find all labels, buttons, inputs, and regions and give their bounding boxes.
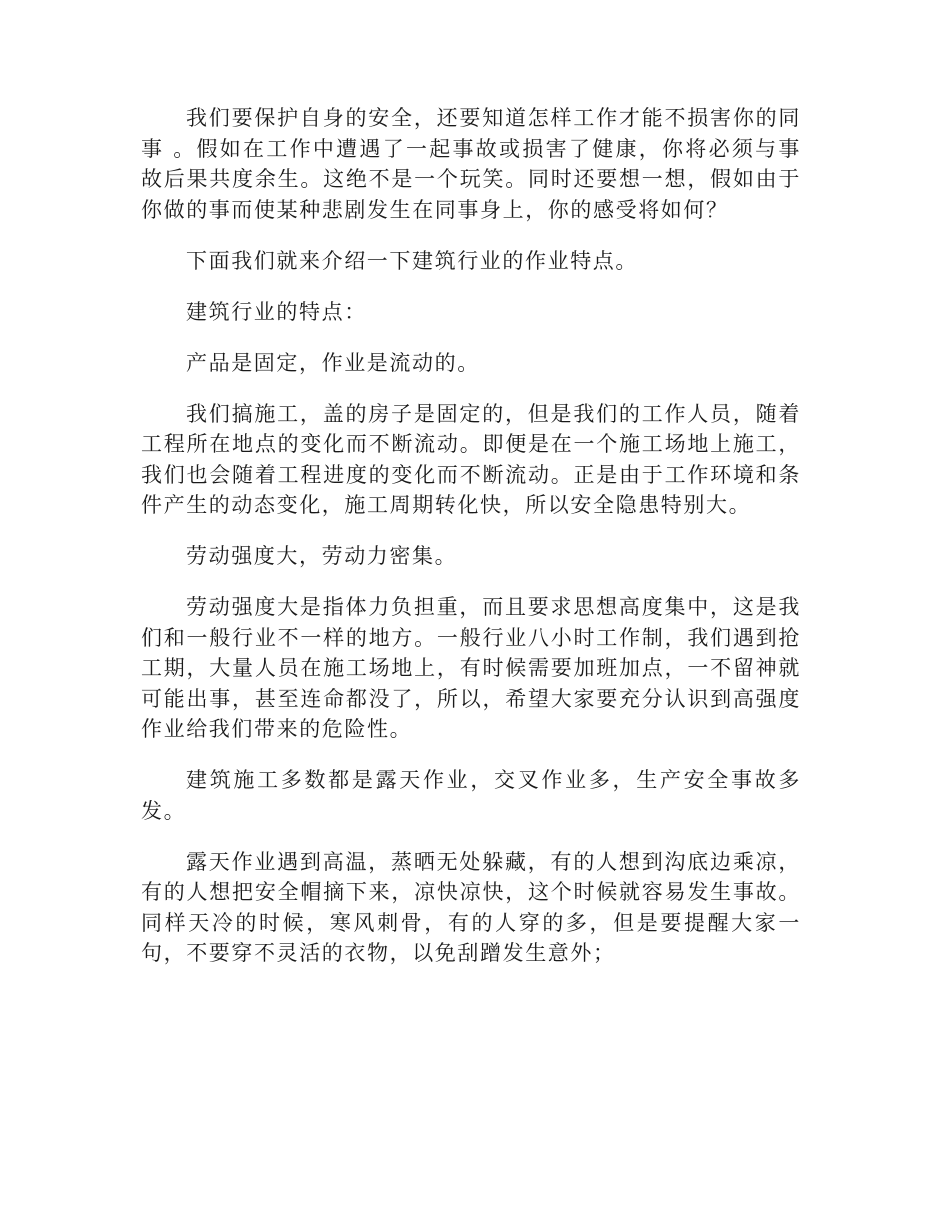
heading-fixed-product-mobile-work: 产品是固定，作业是流动的。 <box>186 350 480 375</box>
heading-outdoor-work: 建筑施工多数都是露天作业，交叉作业多，生产安全事故多发。 <box>141 768 801 823</box>
paragraph-mobile-work: 我们搞施工，盖的房子是固定的，但是我们的工作人员，随着工程所在地点的变化而不断流动。即便是在一个施工场地上施工，我们也会随着工程进度的变化而不断流动。正是由于工作环境和条件产生的动态变化，施工周期转化快，所以安全隐患特别大。 <box>141 401 801 517</box>
heading-labor-intensity: 劳动强度大，劳动力密集。 <box>186 544 458 568</box>
paragraph-self-safety: 我们要保护自身的安全，还要知道怎样工作才能不损害你的同事 。假如在工作中遭遇了一起事故或损害了健康，你将必须与事故后果共度余生。这绝不是一个玩笑。同时还要想一想，假如由于你做的事而使某种悲剧发生在同事身上，你的感受将如何？ <box>141 106 801 222</box>
heading-industry-features: 建筑行业的特点： <box>186 299 367 324</box>
paragraph-intro-features: 下面我们就来介绍一下建筑行业的作业特点。 <box>186 248 638 273</box>
document-page <box>141 103 801 989</box>
paragraph-outdoor-work: 露天作业遇到高温，蒸晒无处躲藏，有的人想到沟底边乘凉，有的人想把安全帽摘下来，凉快凉快，这个时候就容易发生事故。同样天冷的时候，寒风刺骨，有的人穿的多，但是要提醒大家一句，不要穿不灵活的衣物，以免刮蹭发生意外； <box>141 849 801 965</box>
paragraph-labor-intensity: 劳动强度大是指体力负担重，而且要求思想高度集中，这是我们和一般行业不一样的地方。一般行业八小时工作制，我们遇到抢工期，大量人员在施工场地上，有时候需要加班加点，一不留神就可能出事，甚至连命都没了，所以，希望大家要充分认识到高强度作业给我们带来的危险性。 <box>141 595 801 741</box>
